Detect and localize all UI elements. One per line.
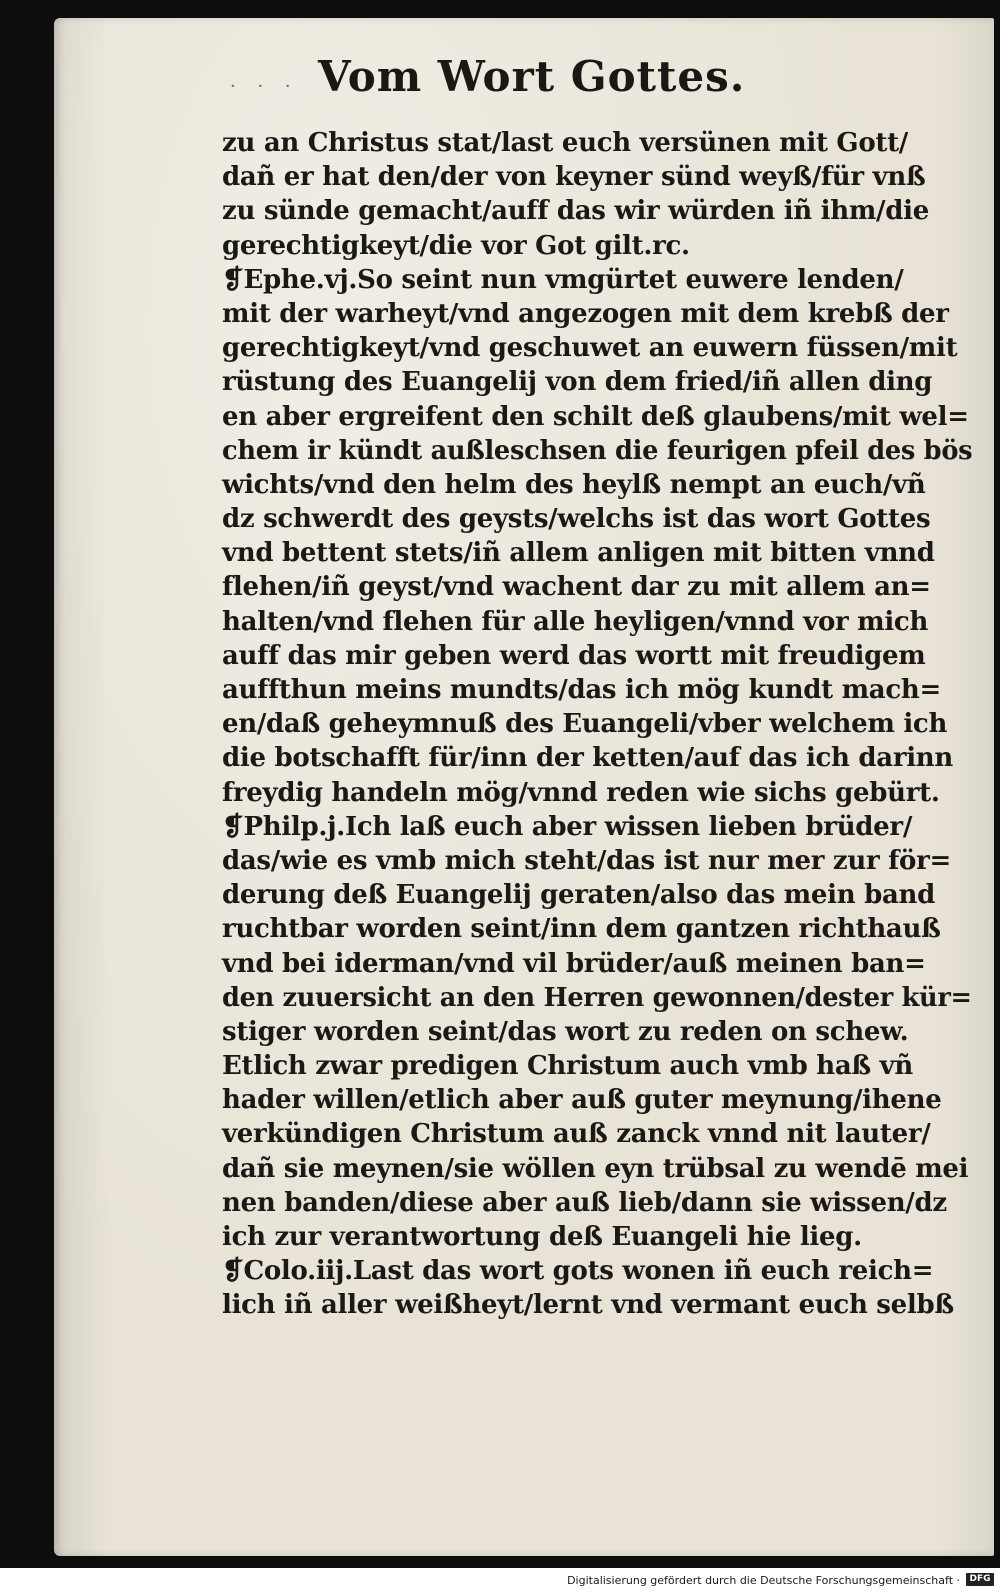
- text-line: stiger worden seint/das wort zu reden on schew.: [222, 1016, 909, 1047]
- dfg-logo: DFG: [966, 1573, 994, 1586]
- page-body-text: [222, 126, 972, 1323]
- text-line: dañ er hat den/der von keyner sünd weyß/für vnß: [222, 162, 926, 193]
- text-line: chem ir kündt außleschsen die feurigen pfeil des bös: [222, 435, 973, 466]
- text-line: ruchtbar worden seint/inn dem gantzen richthauß: [222, 914, 941, 945]
- text-line: en/daß geheymnuß des Euangeli/vber welchem ich: [222, 709, 948, 740]
- text-line: en aber ergreifent den schilt deß glaubens/mit wel=: [222, 401, 969, 432]
- text-line: Etlich zwar predigen Christum auch vmb haß vñ: [222, 1051, 914, 1082]
- text-line: ❡Colo.iij.Last das wort gots wonen iñ euch reich=: [222, 1256, 934, 1287]
- text-line: ❡Ephe.vj.So seint nun vmgürtet euwere lenden/: [222, 264, 904, 295]
- text-line: zu an Christus stat/last euch versünen mit Gott/: [222, 128, 908, 158]
- text-line: auffthun meins mundts/das ich mög kundt mach=: [222, 675, 941, 705]
- text-line: nen banden/diese aber auß lieb/dann sie wissen/dz: [222, 1187, 947, 1218]
- text-line: freydig handeln mög/vnnd reden wie sichs gebürt.: [222, 777, 940, 808]
- text-line: gerechtigkeyt/die vor Got gilt.rc.: [222, 230, 690, 261]
- text-line: flehen/iñ geyst/vnd wachent dar zu mit allem an=: [222, 572, 931, 603]
- text-line: ❡Philp.j.Ich laß euch aber wissen lieben brüder/: [222, 811, 913, 842]
- text-line: mit der warheyt/vnd angezogen mit dem krebß der: [222, 298, 949, 329]
- decorative-marks: · · ·: [230, 76, 299, 97]
- text-line: dz schwerdt des geysts/welchs ist das wort Gottes: [222, 504, 931, 535]
- text-line: vnd bei iderman/vnd vil brüder/auß meinen ban=: [222, 948, 926, 979]
- text-line: verkündigen Christum auß zanck vnnd nit lauter/: [222, 1119, 931, 1150]
- text-line: ich zur verantwortung deß Euangeli hie lieg.: [222, 1222, 862, 1252]
- page-header: Vom Wort Gottes.: [318, 52, 746, 101]
- text-line: wichts/vnd den helm des heylß nempt an euch/vñ: [222, 469, 926, 500]
- text-line: die botschafft für/inn der ketten/auf das ich darinn: [222, 743, 954, 774]
- text-line: vnd bettent stets/iñ allem anligen mit bitten vnnd: [222, 538, 935, 569]
- text-line: gerechtigkeyt/vnd geschuwet an euwern füssen/mit: [222, 333, 958, 364]
- text-line: dañ sie meynen/sie wöllen eyn trübsal zu wendē mei: [222, 1153, 969, 1184]
- text-line: rüstung des Euangelij von dem fried/iñ allen ding: [222, 367, 933, 398]
- text-line: halten/vnd flehen für alle heyligen/vnnd vor mich: [222, 606, 929, 637]
- text-line: auff das mir geben werd das wortt mit freudigem: [222, 640, 926, 671]
- text-line: den zuuersicht an den Herren gewonnen/dester kür=: [222, 982, 972, 1013]
- text-line: das/wie es vmb mich steht/das ist nur mer zur för=: [222, 845, 951, 876]
- text-line: lich iñ aller weißheyt/lernt vnd vermant euch selbß: [222, 1290, 954, 1321]
- text-line: zu sünde gemacht/auff das wir würden iñ ihm/die: [222, 196, 929, 227]
- digitization-credit: Digitalisierung gefördert durch die Deutsche Forschungsgemeinschaft ·: [567, 1574, 960, 1587]
- text-line: hader willen/etlich aber auß guter meynung/ihene: [222, 1085, 942, 1116]
- text-line: derung deß Euangelij geraten/also das mein band: [222, 880, 935, 911]
